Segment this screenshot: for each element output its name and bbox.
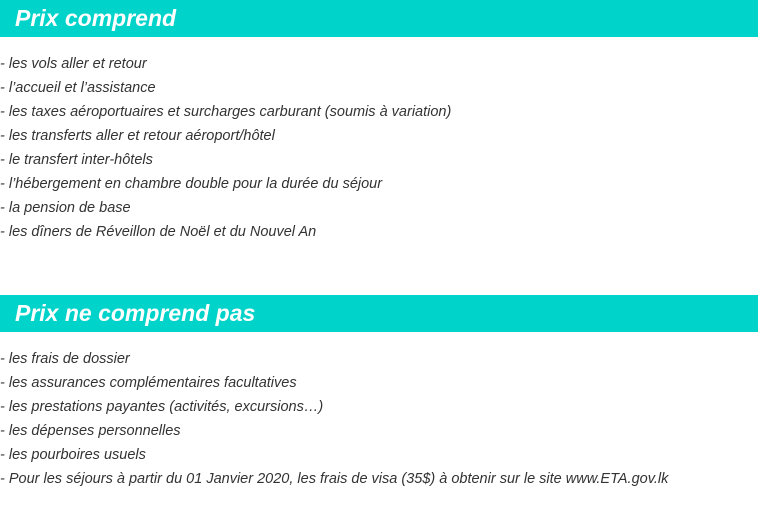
list-item: - l’hébergement en chambre double pour la durée du séjour (0, 176, 383, 192)
list-item: - les prestations payantes (activités, excursions…) (0, 399, 324, 415)
list-item: - l’accueil et l’assistance (0, 80, 156, 96)
list-item: - les pourboires usuels (0, 447, 146, 463)
included-section-header: Prix comprend (0, 0, 758, 37)
list-item: - les dîners de Réveillon de Noël et du Nouvel An (0, 224, 317, 240)
list-item: - les vols aller et retour (0, 56, 147, 72)
list-item: - les dépenses personnelles (0, 423, 181, 439)
list-item: - Pour les séjours à partir du 01 Janvier 2020, les frais de visa (35$) à obtenir sur le site www.ETA.gov.lk (0, 471, 669, 487)
list-item: - les assurances complémentaires facultatives (0, 375, 297, 391)
list-item: - les frais de dossier (0, 351, 130, 367)
list-item: - la pension de base (0, 200, 131, 216)
list-item: - le transfert inter-hôtels (0, 152, 153, 168)
list-item: - les transferts aller et retour aéroport/hôtel (0, 128, 275, 144)
list-item: - les taxes aéroportuaires et surcharges carburant (soumis à variation) (0, 104, 452, 120)
excluded-section-header: Prix ne comprend pas (0, 295, 758, 332)
included-items-list (0, 52, 758, 244)
excluded-items-list (0, 347, 758, 491)
